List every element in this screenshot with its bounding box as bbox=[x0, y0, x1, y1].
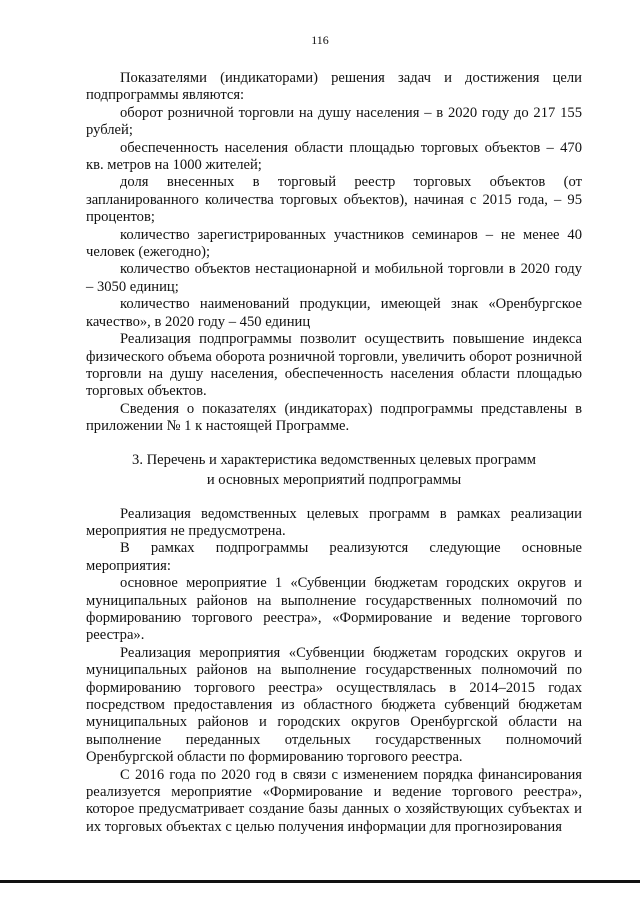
paragraph-implementation: Реализация подпрограммы позволит осуществить повышение индекса физического объема оборота розничной торговли, увеличить оборот розничной торговли на душу населения, обеспеченность населения области площадью торговых объектов. bbox=[86, 331, 582, 400]
paragraph-subventions: Реализация мероприятия «Субвенции бюджетам городских округов и муниципальных районов на выполнение государственных полномочий по формированию торгового реестра» осуществлялась в 2014–2015 годах посредством предоставления из областного бюджета субвенций бюджетам муниципальных районов и городских округов Оренбургской области на выполнение переданных отдельных государственных полномочий Оренбургской области по формированию торгового реестра. bbox=[86, 644, 582, 766]
paragraph-departmental-programs: Реализация ведомственных целевых программ в рамках реализации мероприятия не предусмотрена. bbox=[86, 505, 582, 539]
paragraph-since-2016: С 2016 года по 2020 год в связи с изменением порядка финансирования реализуется мероприятие «Формирование и ведение торгового реестра», которое предусматривает создание базы данных о хозяйствующих субъектах и их торговых объектах с целью получения информации для прогнозирования bbox=[86, 766, 582, 835]
paragraph-retail-turnover: оборот розничной торговли на душу населения – в 2020 году до 217 155 рублей; bbox=[86, 104, 582, 139]
paragraph-indicators-intro: Показателями (индикаторами) решения задач и достижения цели подпрограммы являются: bbox=[86, 70, 582, 104]
paragraph-main-activity-1: основное мероприятие 1 «Субвенции бюджетам городских округов и муниципальных районов на выполнение государственных полномочий по формированию торгового реестра», «Формирование и ведение торгового реестра». bbox=[86, 575, 582, 644]
document-body bbox=[86, 70, 582, 836]
paragraph-indicators-appendix: Сведения о показателях (индикаторах) подпрограммы представлены в приложении № 1 к настоящей Программе. bbox=[86, 400, 582, 435]
paragraph-trade-area: обеспеченность населения области площадью торговых объектов – 470 кв. метров на 1000 жителей; bbox=[86, 139, 582, 174]
paragraph-quality-mark: количество наименований продукции, имеющей знак «Оренбургское качество», в 2020 году – 450 единиц bbox=[86, 296, 582, 330]
section-heading bbox=[86, 450, 582, 490]
paragraph-registry-share: доля внесенных в торговый реестр торговых объектов (от запланированного количества торговых объектов), начиная с 2015 года, – 95 процентов; bbox=[86, 174, 582, 226]
paragraph-main-activities-intro: В рамках подпрограммы реализуются следующие основные мероприятия: bbox=[86, 540, 582, 574]
section-heading-line-2: и основных мероприятий подпрограммы bbox=[206, 471, 462, 488]
page-bottom-rule bbox=[0, 880, 640, 883]
section-heading-line-1: 3. Перечень и характеристика ведомственных целевых программ bbox=[132, 451, 536, 468]
paragraph-mobile-trade: количество объектов нестационарной и мобильной торговли в 2020 году – 3050 единиц; bbox=[86, 261, 582, 295]
paragraph-seminar-participants: количество зарегистрированных участников семинаров – не менее 40 человек (ежегодно); bbox=[86, 226, 582, 261]
page-number: 116 bbox=[311, 33, 329, 47]
